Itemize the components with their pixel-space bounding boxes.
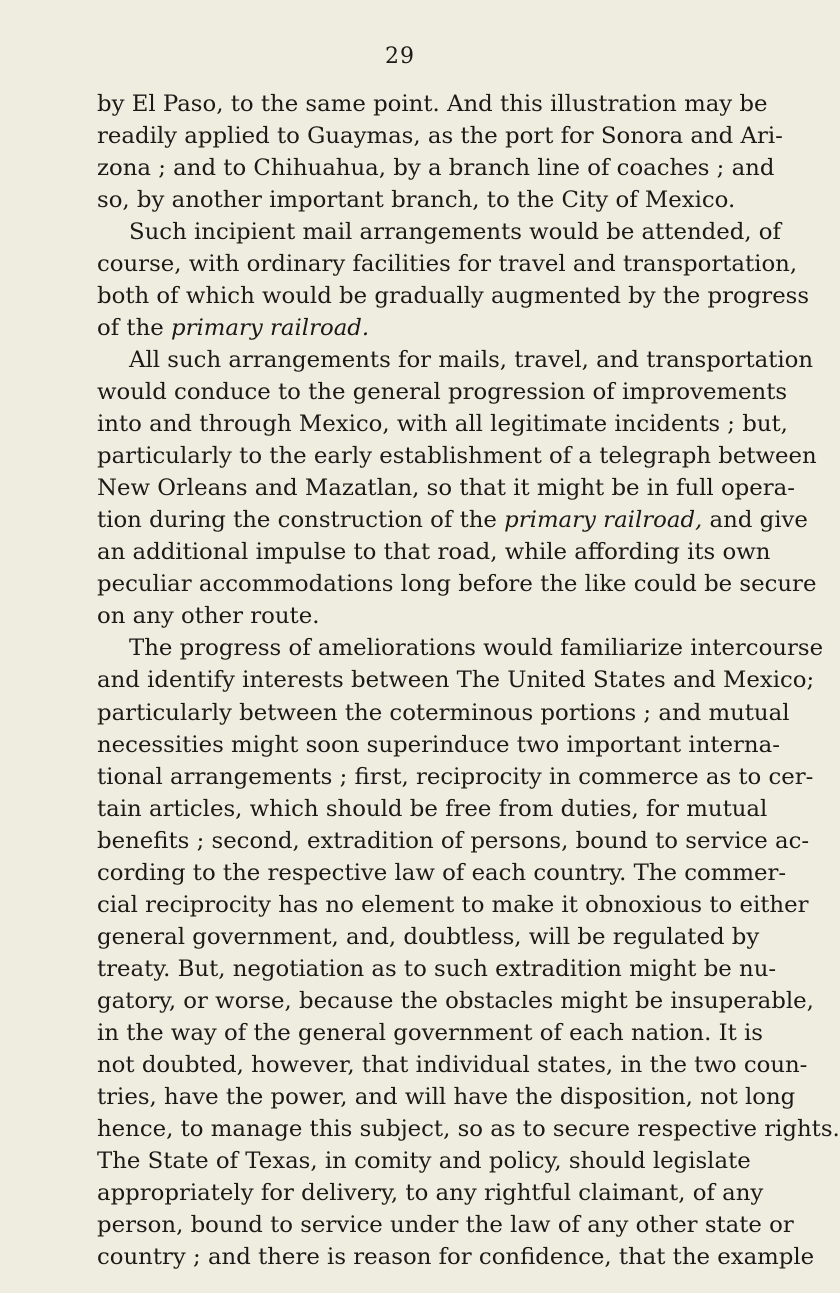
text-line: course, with ordinary facilities for travel and transportation, xyxy=(97,251,798,278)
text-line: tional arrangements ; first, reciprocity in commerce as to cer- xyxy=(97,763,814,790)
text-line xyxy=(97,312,743,344)
text-line: hence, to manage this subject, so as to secure respective rights. xyxy=(97,1115,840,1142)
text-line: The State of Texas, in comity and policy, should legislate xyxy=(97,1147,751,1174)
text-line: All such arrangements for mails, travel, and transportation xyxy=(129,347,814,374)
text-line: benefits ; second, extradition of persons, bound to service ac- xyxy=(97,827,810,854)
text-line: into and through Mexico, with all legitimate incidents ; but, xyxy=(97,411,788,438)
text-line: zona ; and to Chihuahua, by a branch line of coaches ; and xyxy=(97,155,775,182)
text-line: both of which would be gradually augmented by the progress xyxy=(97,283,810,310)
text-line: particularly to the early establishment of a telegraph between xyxy=(97,443,817,470)
page-number: 29 xyxy=(385,44,415,69)
text-line xyxy=(97,504,808,536)
text-line: Such incipient mail arrangements would be attended, of xyxy=(129,219,781,246)
text-line: general government, and, doubtless, will be regulated by xyxy=(97,923,760,950)
text-line: particularly between the coterminous portions ; and mutual xyxy=(97,699,790,726)
text-line: readily applied to Guaymas, as the port for Sonora and Ari- xyxy=(97,123,783,150)
text-line: not doubted, however, that individual states, in the two coun- xyxy=(97,1051,808,1078)
text-line: tain articles, which should be free from duties, for mutual xyxy=(97,795,768,822)
italic-phrase: primary railroad, xyxy=(504,507,703,534)
text-line: in the way of the general government of each nation. It is xyxy=(97,1019,763,1046)
text-line: necessities might soon superinduce two important interna- xyxy=(97,731,780,758)
text-line: cording to the respective law of each country. The commer- xyxy=(97,859,787,886)
text-line: appropriately for delivery, to any rightful claimant, of any xyxy=(97,1179,764,1206)
text-segment: of the xyxy=(97,315,171,342)
text-line: cial reciprocity has no element to make it obnoxious to either xyxy=(97,891,809,918)
text-line: peculiar accommodations long before the like could be secure xyxy=(97,571,817,598)
text-segment: and give xyxy=(702,507,808,534)
text-line: The progress of ameliorations would familiarize intercourse xyxy=(129,635,824,662)
text-line: treaty. But, negotiation as to such extradition might be nu- xyxy=(97,955,777,982)
text-segment: tion during the construction of the xyxy=(97,507,505,534)
body-text xyxy=(97,88,840,1270)
text-line: by El Paso, to the same point. And this illustration may be xyxy=(97,91,768,117)
text-line: an additional impulse to that road, while affording its own xyxy=(97,539,771,566)
italic-phrase: primary railroad. xyxy=(171,315,370,342)
text-line: New Orleans and Mazatlan, so that it might be in full opera- xyxy=(97,475,795,502)
text-line: and identify interests between The United States and Mexico; xyxy=(97,667,815,694)
text-line: country ; and there is reason for confidence, that the example xyxy=(97,1243,815,1270)
text-line: on any other route. xyxy=(97,603,320,630)
text-line: so, by another important branch, to the City of Mexico. xyxy=(97,187,736,214)
text-line: gatory, or worse, because the obstacles might be insuperable, xyxy=(97,987,814,1014)
text-line: tries, have the power, and will have the disposition, not long xyxy=(97,1083,796,1110)
text-line: person, bound to service under the law of any other state or xyxy=(97,1211,794,1238)
text-line: would conduce to the general progression of improvements xyxy=(97,379,788,406)
